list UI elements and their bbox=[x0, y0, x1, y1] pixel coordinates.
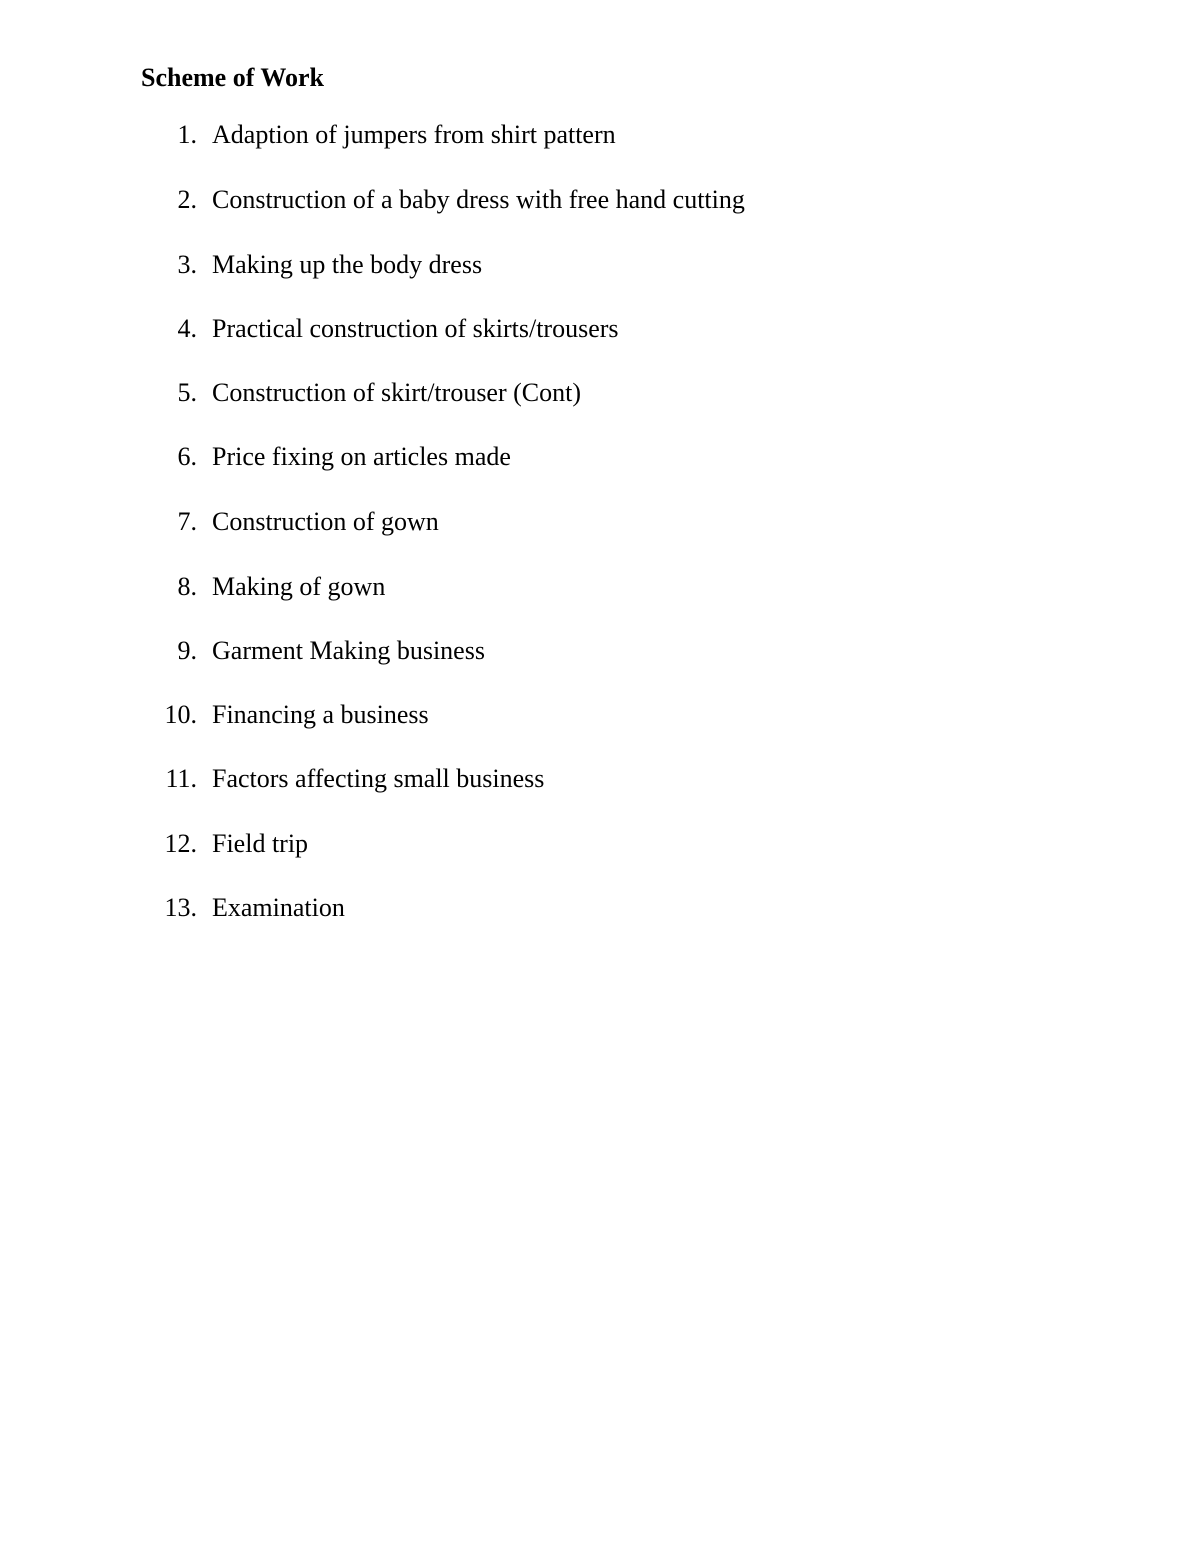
list-item-number: 6. bbox=[177, 442, 197, 471]
list-item bbox=[0, 248, 1000, 282]
list-item bbox=[0, 505, 1000, 539]
list-item-number: 12. bbox=[164, 829, 197, 858]
list-item-number: 4. bbox=[177, 314, 197, 343]
list-item-text: Construction of skirt/trouser (Cont) bbox=[212, 378, 582, 407]
list-item-number: 2. bbox=[177, 185, 197, 214]
list-item-number: 3. bbox=[177, 250, 197, 279]
list-item-text: Practical construction of skirts/trousers bbox=[212, 314, 619, 343]
list-item-text: Field trip bbox=[212, 829, 309, 858]
list-item bbox=[0, 440, 1000, 474]
list-item-text: Construction of a baby dress with free hand cutting bbox=[212, 185, 745, 214]
list-item-number: 13. bbox=[164, 893, 197, 922]
list-item-text: Garment Making business bbox=[212, 636, 485, 665]
list-item bbox=[0, 891, 1000, 925]
list-item-text: Adaption of jumpers from shirt pattern bbox=[212, 120, 616, 149]
list-item-text: Price fixing on articles made bbox=[212, 442, 511, 471]
list-item-text: Financing a business bbox=[212, 700, 429, 729]
list-item-number: 8. bbox=[177, 572, 197, 601]
list-item-text: Making up the body dress bbox=[212, 250, 483, 279]
list-item-text: Making of gown bbox=[212, 572, 386, 601]
list-item-text: Factors affecting small business bbox=[212, 764, 545, 793]
list-item bbox=[0, 570, 1000, 604]
list-item bbox=[0, 762, 1000, 796]
list-item bbox=[0, 634, 1000, 668]
list-item bbox=[0, 376, 1000, 410]
list-item-number: 5. bbox=[177, 378, 197, 407]
list-item-text: Examination bbox=[212, 893, 345, 922]
list-item-number: 7. bbox=[177, 507, 197, 536]
list-item bbox=[0, 183, 1000, 217]
list-item-number: 1. bbox=[177, 120, 197, 149]
list-item bbox=[0, 698, 1000, 732]
list-item-number: 9. bbox=[177, 636, 197, 665]
list-item bbox=[0, 118, 1000, 152]
list-item-text: Construction of gown bbox=[212, 507, 439, 536]
document-title: Scheme of Work bbox=[141, 63, 324, 92]
list-item-number: 11. bbox=[165, 764, 197, 793]
list-item bbox=[0, 312, 1000, 346]
list-item-number: 10. bbox=[164, 700, 197, 729]
list-item bbox=[0, 827, 1000, 861]
